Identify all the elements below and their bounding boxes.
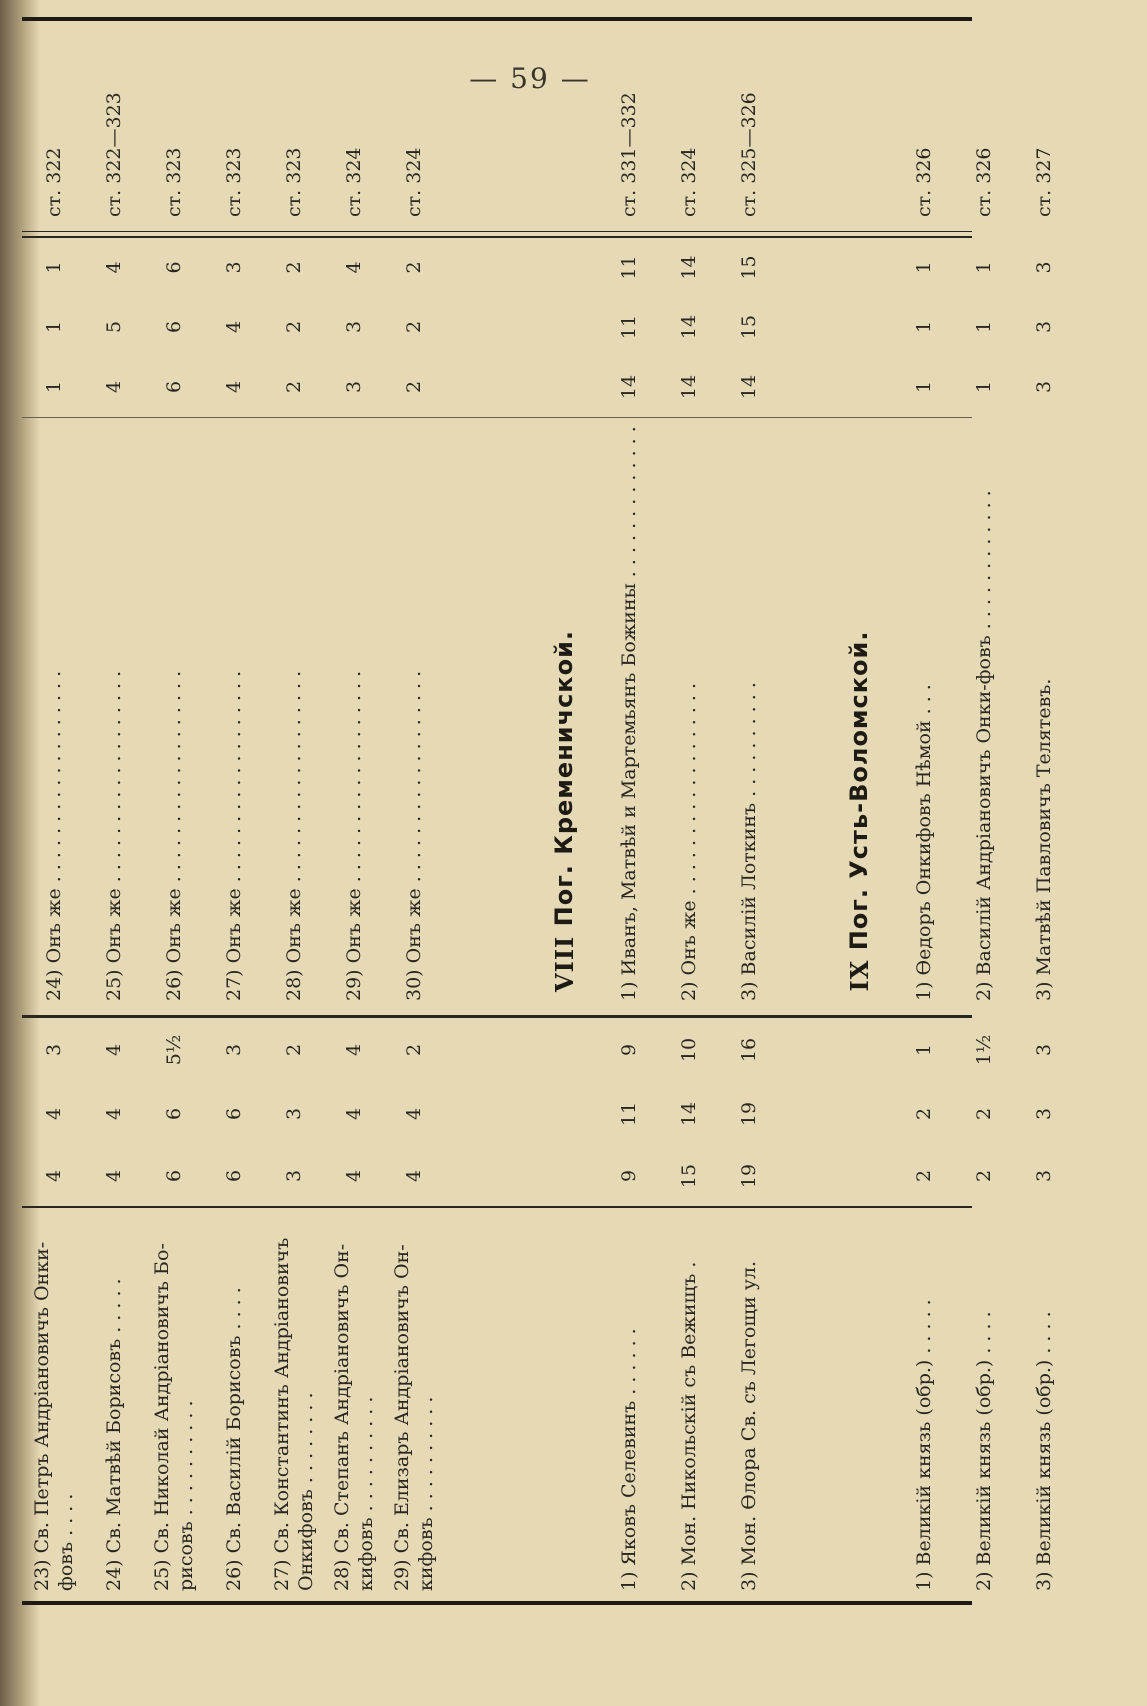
left-number-cell: 3 (43, 1043, 65, 1057)
right-owner-cell: 3) Матвѣй Павловичъ Телятевъ. (1033, 678, 1055, 1001)
left-number-cell: 4 (43, 1107, 65, 1121)
right-number-cell: 1 (43, 261, 65, 274)
right-number-cell: 1 (973, 320, 995, 334)
section-heading-ix (829, 21, 889, 1601)
right-number-cell: 2 (403, 320, 425, 334)
table-row (894, 21, 954, 1601)
table-row (599, 21, 659, 1601)
right-number-cell: 4 (103, 380, 125, 394)
right-number-cell: 5 (103, 320, 125, 334)
right-number-cell: 3 (1033, 320, 1055, 334)
table-row (84, 21, 144, 1601)
right-owner-cell: 30) Онъ же . . . . . . . . . . . . . . . . . . (403, 670, 425, 1001)
right-number-cell: 1 (43, 380, 65, 394)
left-number-cell: 4 (403, 1169, 425, 1183)
right-owner-cell: 2) Василій Андріановичъ Онки-фовъ . . . . . . . . . . . . (973, 490, 995, 1001)
right-number-cell: 1 (973, 261, 995, 274)
reference-cell: ст. 324 (403, 147, 425, 217)
left-number-cell: 4 (403, 1107, 425, 1121)
right-number-cell: 14 (618, 374, 640, 400)
left-owner-cell: 28) Св. Степанъ Андріановичъ Он-кифовъ . . . . . . . . . . (331, 1243, 377, 1591)
left-owner-cell: 3) Великій князь (обр.) . . . . (1033, 1311, 1055, 1591)
right-owner-cell: 1) Ѳедоръ Онкифовъ Нѣмой . . . (913, 684, 935, 1001)
left-owner-cell: 23) Св. Петръ Андріановичъ Онки-фовъ . . . . (31, 1241, 77, 1591)
right-number-cell: 14 (678, 255, 700, 280)
reference-cell: ст. 325—326 (738, 92, 760, 217)
left-number-cell: 3 (1033, 1043, 1055, 1057)
left-owner-cell: 24) Св. Матвѣй Борисовъ . . . . . (103, 1278, 125, 1591)
left-number-cell: 3 (283, 1169, 305, 1183)
reference-cell: ст. 322 (43, 147, 65, 217)
section-title: Пог. Кременичской. (550, 629, 578, 927)
reference-cell: ст. 327 (1033, 147, 1055, 217)
right-owner-cell: 3) Василій Лоткинъ . . . . . . . . . . (738, 682, 760, 1001)
page-number: — 59 — (469, 62, 591, 95)
reference-cell: ст. 323 (223, 147, 245, 217)
left-number-cell: 1½ (973, 1034, 995, 1066)
table-row (1014, 21, 1074, 1601)
right-number-cell: 2 (403, 380, 425, 394)
left-number-cell: 4 (343, 1043, 365, 1057)
right-number-cell: 15 (738, 255, 760, 280)
right-number-cell: 1 (913, 320, 935, 334)
left-number-cell: 3 (1033, 1169, 1055, 1183)
right-number-cell: 15 (738, 314, 760, 340)
reference-cell: ст. 322—323 (103, 92, 125, 217)
left-number-cell: 4 (103, 1169, 125, 1183)
rotated-table-container (22, 25, 1055, 1605)
reference-cell: ст. 331—332 (618, 92, 640, 217)
table-row (324, 21, 384, 1601)
left-number-cell: 4 (43, 1169, 65, 1183)
left-owner-cell: 2) Великій князь (обр.) . . . . (973, 1311, 995, 1591)
right-number-cell: 2 (403, 261, 425, 274)
reference-cell: ст. 323 (163, 147, 185, 217)
right-owner-cell: 27) Онъ же . . . . . . . . . . . . . . . . . . (223, 670, 245, 1001)
left-owner-cell: 1) Яковъ Селевинъ . . . . . . (618, 1328, 640, 1591)
right-number-cell: 4 (223, 380, 245, 394)
right-number-cell: 3 (343, 380, 365, 394)
table-row (659, 21, 719, 1601)
right-number-cell: 1 (913, 261, 935, 274)
left-number-cell: 4 (103, 1107, 125, 1121)
table-row (719, 21, 779, 1601)
left-number-cell: 2 (973, 1107, 995, 1121)
left-owner-cell: 27) Св. Константинъ Андріановичъ Онкифовъ . . . . . . . . (271, 1237, 317, 1591)
left-number-cell: 9 (618, 1043, 640, 1057)
left-number-cell: 1 (913, 1043, 935, 1057)
left-number-cell: 3 (223, 1043, 245, 1057)
left-number-cell: 2 (913, 1107, 935, 1121)
left-owner-cell: 29) Св. Елизаръ Андріановичъ Он-кифовъ . . . . . . . . . . (391, 1244, 437, 1591)
right-number-cell: 3 (1033, 380, 1055, 394)
right-number-cell: 4 (343, 261, 365, 274)
reference-cell: ст. 323 (283, 147, 305, 217)
right-number-cell: 14 (678, 314, 700, 340)
table-row (144, 21, 204, 1601)
right-number-cell: 14 (738, 374, 760, 400)
left-number-cell: 4 (103, 1043, 125, 1057)
section-heading-viii (534, 21, 594, 1601)
table-row (24, 21, 84, 1601)
left-owner-cell: 26) Св. Василій Борисовъ . . . . (223, 1287, 245, 1591)
right-number-cell: 3 (1033, 261, 1055, 274)
left-owner-cell: 1) Великій князь (обр.) . . . . . (913, 1299, 935, 1591)
left-number-cell: 6 (223, 1107, 245, 1121)
right-number-cell: 4 (223, 320, 245, 334)
left-owner-cell: 3) Мон. Ѳлора Св. съ Легощи ул. (738, 1260, 760, 1591)
left-number-cell: 2 (403, 1043, 425, 1057)
right-number-cell: 1 (913, 380, 935, 394)
section-roman-numeral: VIII (549, 935, 579, 993)
section-roman-numeral: IX (844, 959, 874, 992)
right-owner-cell: 2) Онъ же . . . . . . . . . . . . . . . . . . (678, 682, 700, 1001)
right-number-cell: 2 (283, 261, 305, 274)
right-owner-cell: 1) Иванъ, Матвѣй и Мартемьянъ Божины . . . . . . . . . . . . . (618, 426, 640, 1001)
left-number-cell: 2 (973, 1169, 995, 1183)
right-number-cell: 11 (618, 255, 640, 280)
right-owner-cell: 25) Онъ же . . . . . . . . . . . . . . . . . . (103, 670, 125, 1001)
left-number-cell: 15 (678, 1163, 700, 1189)
right-owner-cell: 24) Онъ же . . . . . . . . . . . . . . . . . . (43, 670, 65, 1001)
left-number-cell: 14 (678, 1101, 700, 1127)
table-row (954, 21, 1014, 1601)
right-number-cell: 2 (283, 320, 305, 334)
left-number-cell: 3 (283, 1107, 305, 1121)
left-number-cell: 2 (913, 1169, 935, 1183)
right-number-cell: 6 (163, 320, 185, 334)
left-number-cell: 10 (678, 1037, 700, 1063)
left-number-cell: 3 (1033, 1107, 1055, 1121)
right-number-cell: 14 (678, 374, 700, 400)
left-number-cell: 16 (738, 1037, 760, 1063)
left-owner-cell: 2) Мон. Никольскій съ Вежищъ . (678, 1261, 700, 1591)
right-number-cell: 6 (163, 380, 185, 394)
left-number-cell: 9 (618, 1169, 640, 1183)
left-owner-cell: 25) Св. Николай Андріановичъ Бо-рисовъ . . . . . . . . . . (151, 1243, 197, 1591)
left-number-cell: 19 (738, 1101, 760, 1127)
reference-cell: ст. 326 (973, 147, 995, 217)
table-row (204, 21, 264, 1601)
left-number-cell: 4 (343, 1107, 365, 1121)
section-title: Пог. Усть-Воломской. (845, 630, 873, 951)
reference-cell: ст. 324 (678, 147, 700, 217)
right-number-cell: 1 (973, 380, 995, 394)
right-number-cell: 1 (43, 320, 65, 334)
left-number-cell: 11 (618, 1101, 640, 1127)
right-number-cell: 4 (103, 261, 125, 274)
right-owner-cell: 29) Онъ же . . . . . . . . . . . . . . . . . . (343, 670, 365, 1001)
right-owner-cell: 28) Онъ же . . . . . . . . . . . . . . . . . . (283, 670, 305, 1001)
right-owner-cell: 26) Онъ же . . . . . . . . . . . . . . . . . . (163, 670, 185, 1001)
right-number-cell: 6 (163, 261, 185, 274)
table-row (264, 21, 324, 1601)
reference-cell: ст. 324 (343, 147, 365, 217)
left-number-cell: 19 (738, 1163, 760, 1189)
reference-cell: ст. 326 (913, 147, 935, 217)
right-number-cell: 2 (283, 380, 305, 394)
left-number-cell: 6 (163, 1107, 185, 1121)
right-number-cell: 3 (343, 320, 365, 334)
left-number-cell: 6 (223, 1169, 245, 1183)
estate-table (22, 17, 1055, 1605)
left-number-cell: 6 (163, 1169, 185, 1183)
left-number-cell: 4 (343, 1169, 365, 1183)
table-row (384, 21, 444, 1601)
left-number-cell: 5½ (163, 1034, 185, 1066)
right-number-cell: 3 (223, 261, 245, 274)
right-number-cell: 11 (618, 314, 640, 340)
left-number-cell: 2 (283, 1043, 305, 1057)
